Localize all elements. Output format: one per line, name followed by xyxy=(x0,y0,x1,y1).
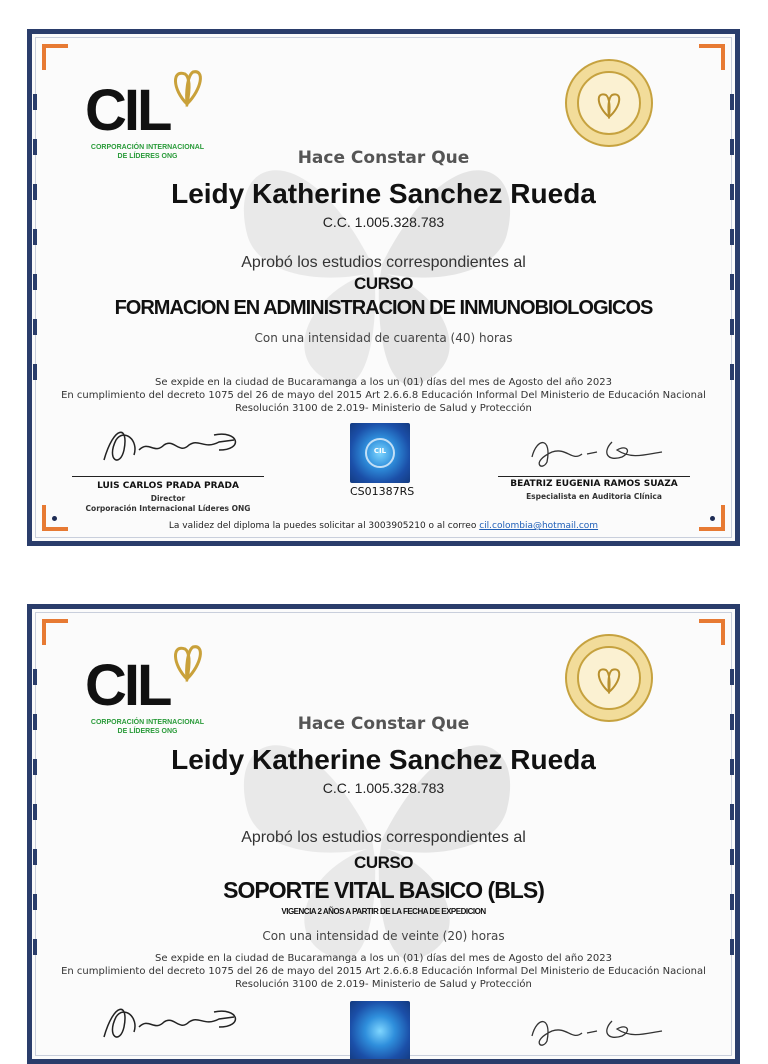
corner-ornament xyxy=(699,44,725,70)
butterfly-logo-icon xyxy=(167,64,207,114)
recipient-name: Leidy Katherine Sanchez Rueda xyxy=(171,744,596,775)
signer-left-name: LUIS CARLOS PRADA PRADA xyxy=(97,481,239,491)
course-name: SOPORTE VITAL BASICO (BLS) xyxy=(223,877,544,903)
certificate-code: CS01387RS xyxy=(350,485,415,498)
signature-left xyxy=(94,997,244,1049)
frame-dash xyxy=(33,669,37,685)
course-label: CURSO xyxy=(354,274,413,293)
id-number: C.C. 1.005.328.783 xyxy=(322,780,445,796)
certificate-2 xyxy=(27,604,740,1064)
signature-line xyxy=(72,476,264,477)
signature-right xyxy=(522,1011,672,1053)
signer-left-role: Director Corporación Internacional Líderes ONG xyxy=(85,494,251,513)
corner-ornament xyxy=(699,619,725,645)
heading: Hace Constar Que xyxy=(297,148,470,168)
id-number: C.C. 1.005.328.783 xyxy=(322,214,445,230)
validity-text: VIGENCIA 2 AÑOS A PARTIR DE LA FECHA DE EXPEDICION xyxy=(281,907,486,916)
approved-text: Aprobó los estudios correspondientes al xyxy=(241,829,526,846)
signature-line xyxy=(498,476,690,477)
course-label: CURSO xyxy=(354,853,413,872)
gold-seal xyxy=(565,634,653,722)
frame-dash xyxy=(730,804,734,820)
recipient-name: Leidy Katherine Sanchez Rueda xyxy=(171,178,596,209)
frame-dash xyxy=(730,229,734,245)
logo-subtitle: CORPORACIÓN INTERNACIONAL DE LÍDERES ONG xyxy=(90,719,205,735)
heading: Hace Constar Que xyxy=(297,714,470,734)
signer-right-name: BEATRIZ EUGENIA RAMOS SUAZA xyxy=(510,479,678,489)
butterfly-logo-icon xyxy=(167,639,207,689)
gold-seal xyxy=(565,59,653,147)
issued-text: Se expide en la ciudad de Bucaramanga a los un (01) días del mes de Agosto del año 2023 En cumplimiento del decreto 1075 del 26 de mayo del 2015 Art 2.6.6.8 Educación Informal Del Ministerio de Educación Nacional Resolución 3100 de 2.019- Ministerio de Salud y Protección xyxy=(61,953,706,990)
frame-dash xyxy=(33,229,37,245)
signature-left xyxy=(94,420,244,472)
approved-text: Aprobó los estudios correspondientes al xyxy=(241,254,526,271)
verification-qr-image: CIL xyxy=(350,423,410,483)
frame-dash xyxy=(730,669,734,685)
logo-text: CIL xyxy=(85,653,170,718)
intensity: Con una intensidad de veinte (20) horas xyxy=(262,929,505,943)
cil-logo xyxy=(85,623,225,735)
footer: La validez del diploma la puedes solicitar al 3003905210 o al correo cil.colombia@hotmail.com xyxy=(168,521,599,531)
frame-dash xyxy=(33,804,37,820)
seal-butterfly-icon xyxy=(579,73,639,133)
certificate-1 xyxy=(27,29,740,546)
signature-right xyxy=(522,432,672,474)
corner-ornament xyxy=(42,44,68,70)
frame-dash xyxy=(33,94,37,110)
cil-logo xyxy=(85,48,225,160)
corner-ornament xyxy=(42,619,68,645)
logo-text: CIL xyxy=(85,78,170,143)
email-link[interactable]: cil.colombia@hotmail.com xyxy=(479,521,599,531)
issued-text: Se expide en la ciudad de Bucaramanga a los un (01) días del mes de Agosto del año 2023 En cumplimiento del decreto 1075 del 26 de mayo del 2015 Art 2.6.6.8 Educación Informal Del Ministerio de Educación Nacional Resolución 3100 de 2.019- Ministerio de Salud y Protección xyxy=(61,377,706,414)
verification-qr-image xyxy=(350,1001,410,1061)
signer-right-role: Especialista en Auditoria Clínica xyxy=(526,492,662,501)
course-name: FORMACION EN ADMINISTRACION DE INMUNOBIOLOGICOS xyxy=(114,297,653,319)
frame-dash xyxy=(730,94,734,110)
seal-butterfly-icon xyxy=(579,648,639,708)
intensity: Con una intensidad de cuarenta (40) horas xyxy=(254,331,513,345)
logo-subtitle: CORPORACIÓN INTERNACIONAL DE LÍDERES ONG xyxy=(90,144,205,160)
